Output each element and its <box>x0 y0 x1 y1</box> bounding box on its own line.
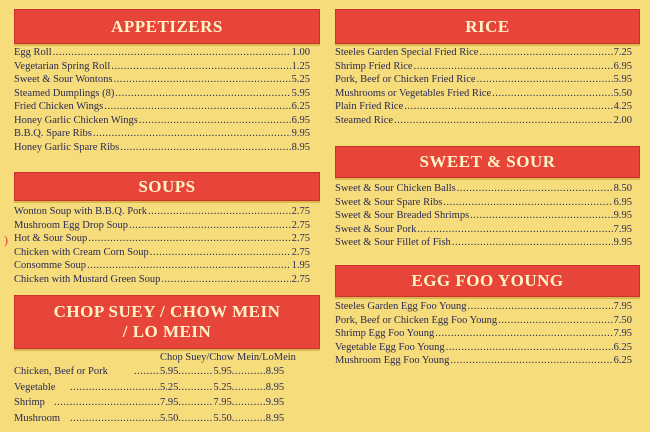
chop-suey-title-line2: / LO MEIN <box>122 322 212 341</box>
menu-item: Sweet & Sour Breaded Shrimps ..... 9.95 <box>335 210 632 224</box>
menu-item: Egg Roll ..... 1.00 <box>14 47 310 61</box>
egg-foo-young-list <box>335 301 632 369</box>
soups-title: SOUPS <box>138 176 196 196</box>
menu-item: Shrimp ..... 7.95 ..... 7.95 ..... 9.95 <box>14 397 314 413</box>
menu-item: Honey Garlic Chicken Wings ..... 6.95 <box>14 115 310 129</box>
rice-title: RICE <box>465 16 510 36</box>
soups-heading <box>14 172 320 201</box>
chop-suey-heading <box>14 295 320 349</box>
menu-item: Sweet & Sour Wontons ..... 5.25 <box>14 74 310 88</box>
egg-foo-young-heading <box>335 265 640 297</box>
rice-list <box>335 47 632 128</box>
chop-suey-list <box>14 366 314 428</box>
menu-item: B.B.Q. Spare Ribs ..... 9.95 <box>14 128 310 142</box>
menu-item: Sweet & Sour Chicken Balls ..... 8.50 <box>335 183 632 197</box>
sweet-sour-list <box>335 183 632 251</box>
chop-suey-title-line1: CHOP SUEY / CHOW MEIN <box>53 302 281 322</box>
menu-item: Steamed Rice ..... 2.00 <box>335 115 632 129</box>
menu-item: Shrimp Egg Foo Young ..... 7.95 <box>335 328 632 342</box>
menu-item: Pork, Beef or Chicken Egg Foo Young ..... 7.50 <box>335 315 632 329</box>
menu-item: Mushrooms or Vegetables Fried Rice ..... 5.50 <box>335 88 632 102</box>
menu-item: Plain Fried Rice ..... 4.25 <box>335 101 632 115</box>
chop-suey-column-header: Chop Suey/Chow Mein/LoMein <box>160 352 296 363</box>
menu-item: Shrimp Fried Rice ..... 6.95 <box>335 61 632 75</box>
menu-item: Vegetable ..... 5.25 ..... 5.25 ..... 8.95 <box>14 382 314 398</box>
pen-mark-icon: ) <box>4 233 8 247</box>
menu-item: Pork, Beef or Chicken Fried Rice ..... 5.95 <box>335 74 632 88</box>
soups-list <box>14 206 310 287</box>
menu-item: Honey Garlic Spare Ribs ..... 8.95 <box>14 142 310 156</box>
menu-item: Chicken, Beef or Pork ..... 5.95 ..... 5.95 ..... 8.95 <box>14 366 314 382</box>
egg-foo-young-title: EGG FOO YOUNG <box>411 271 564 291</box>
menu-item: Steeles Garden Egg Foo Young ..... 7.95 <box>335 301 632 315</box>
menu-item: Vegetable Egg Foo Young ..... 6.25 <box>335 342 632 356</box>
menu-item: Fried Chicken Wings ..... 6.25 <box>14 101 310 115</box>
sweet-sour-heading <box>335 146 640 178</box>
menu-item: Steeles Garden Special Fried Rice ..... 7.25 <box>335 47 632 61</box>
menu-item: Consomme Soup ..... 1.95 <box>14 260 310 274</box>
menu-item: Sweet & Sour Spare Ribs ..... 6.95 <box>335 197 632 211</box>
appetizers-title: APPETIZERS <box>111 16 223 36</box>
menu-item: Mushroom ..... 5.50 ..... 5.50 ..... 8.95 <box>14 413 314 429</box>
menu-item: Sweet & Sour Fillet of Fish ..... 9.95 <box>335 237 632 251</box>
menu-item: Sweet & Sour Pork ..... 7.95 <box>335 224 632 238</box>
menu-item: Mushroom Egg Drop Soup ..... 2.75 <box>14 220 310 234</box>
appetizers-heading <box>14 9 320 44</box>
menu-item: Vegetarian Spring Roll ..... 1.25 <box>14 61 310 75</box>
rice-heading <box>335 9 640 44</box>
menu-item: Wonton Soup with B.B.Q. Pork ..... 2.75 <box>14 206 310 220</box>
menu-item: Mushroom Egg Foo Young ..... 6.25 <box>335 355 632 369</box>
menu-item: Hot & Sour Soup ..... 2.75 <box>14 233 310 247</box>
menu-item: Chicken with Mustard Green Soup ..... 2.75 <box>14 274 310 288</box>
menu-item: Steamed Dumplings (8) ..... 5.95 <box>14 88 310 102</box>
sweet-sour-title: SWEET & SOUR <box>419 152 556 172</box>
menu-item: Chicken with Cream Corn Soup ..... 2.75 <box>14 247 310 261</box>
appetizers-list <box>14 47 310 155</box>
